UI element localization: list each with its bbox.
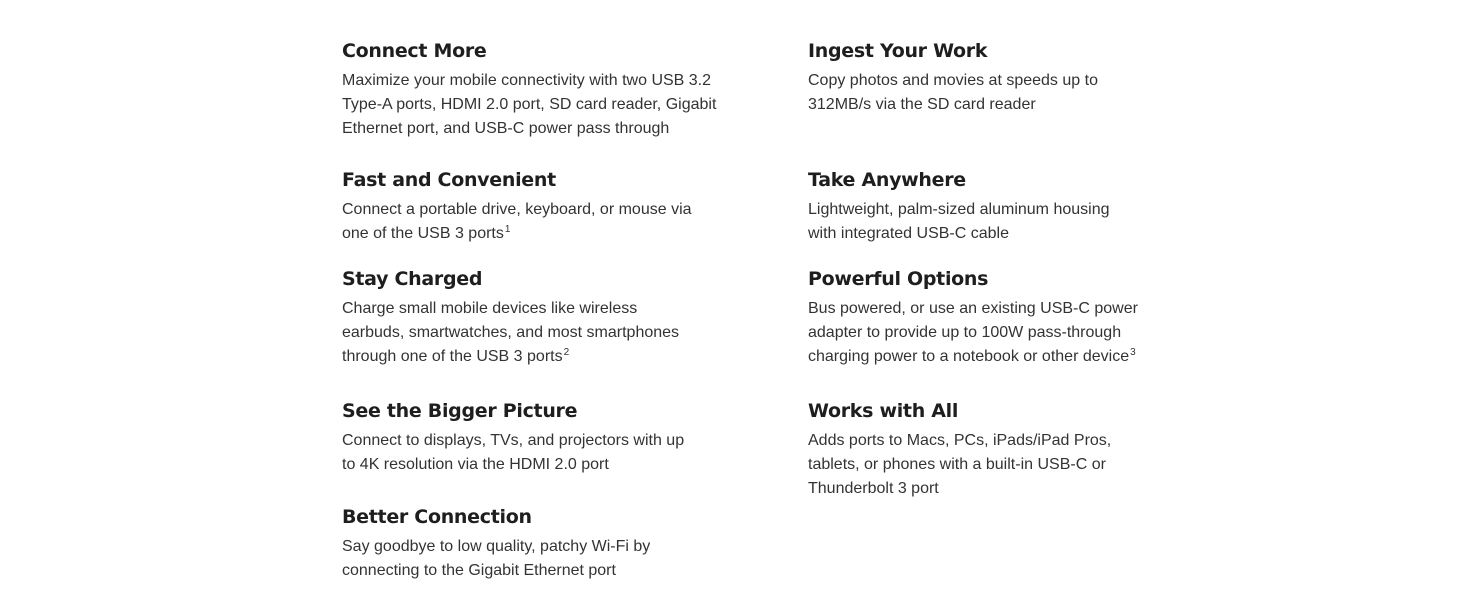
feature-description: Connect a portable drive, keyboard, or mouse via one of the USB 3 ports$^1$ — [342, 201, 692, 242]
feature-ingest-your-work — [808, 39, 1208, 117]
feature-description: Connect to displays, TVs, and projectors with up to 4K resolution via the HDMI 2.0 port — [342, 432, 685, 473]
feature-title: Take Anywhere — [808, 169, 966, 191]
feature-title: Powerful Options — [808, 268, 989, 290]
feature-title: Fast and Convenient — [342, 169, 556, 191]
feature-description: Copy photos and movies at speeds up to 312MB/s via the SD card reader — [808, 72, 1098, 113]
footnote-marker[interactable]: 2 — [563, 347, 570, 358]
feature-description: Lightweight, palm-sized aluminum housing with integrated USB-C cable — [808, 201, 1110, 242]
feature-description: Charge small mobile devices like wireless earbuds, smartwatches, and most smartphones through one of the USB 3 ports$^2$ — [342, 300, 680, 365]
feature-title: Connect More — [342, 40, 487, 62]
footnote-marker[interactable]: 3 — [1130, 347, 1136, 358]
feature-description: Maximize your mobile connectivity with two USB 3.2 Type-A ports, HDMI 2.0 port, SD card reader, Gigabit Ethernet port, and USB-C power pass through — [342, 72, 717, 137]
feature-description: Bus powered, or use an existing USB-C power adapter to provide up to 100W pass-through charging power to a notebook or other device$^3$ — [808, 300, 1138, 365]
feature-title: See the Bigger Picture — [342, 400, 578, 422]
feature-powerful-options — [808, 267, 1208, 369]
feature-title: Better Connection — [342, 506, 532, 528]
feature-title: Works with All — [808, 400, 959, 422]
feature-see-the-bigger-picture — [342, 399, 742, 477]
footnote-marker[interactable]: 1 — [504, 224, 511, 235]
feature-description: Adds ports to Macs, PCs, iPads/iPad Pros, tablets, or phones with a built-in USB-C or Thunderbolt 3 port — [808, 432, 1112, 497]
feature-better-connection — [342, 505, 742, 583]
feature-description: Say goodbye to low quality, patchy Wi-Fi by connecting to the Gigabit Ethernet port — [342, 538, 651, 579]
feature-fast-and-convenient — [342, 168, 742, 246]
feature-take-anywhere — [808, 168, 1208, 246]
feature-title: Ingest Your Work — [808, 40, 988, 62]
feature-connect-more — [342, 39, 742, 141]
feature-title: Stay Charged — [342, 268, 483, 290]
feature-works-with-all — [808, 399, 1208, 501]
feature-stay-charged — [342, 267, 742, 369]
